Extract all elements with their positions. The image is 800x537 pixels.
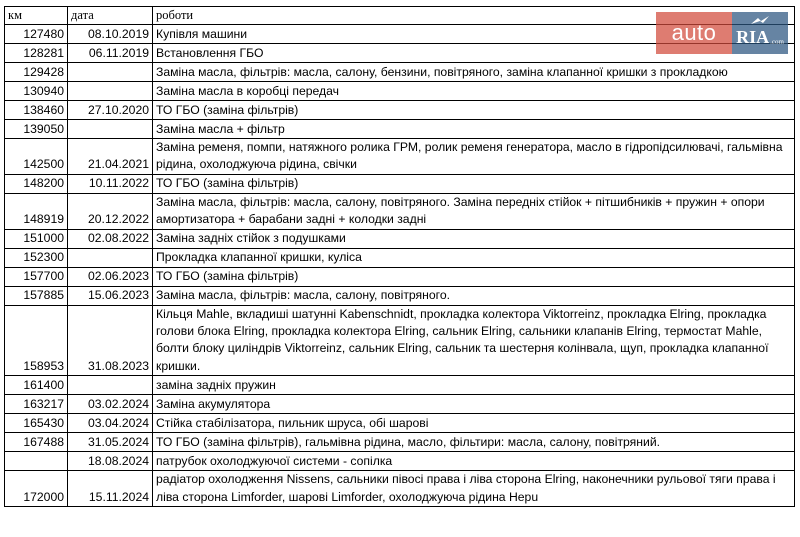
cell-date: 18.08.2024 <box>68 452 153 471</box>
cell-km: 138460 <box>5 101 68 120</box>
cell-work: ТО ГБО (заміна фільтрів) <box>153 267 795 286</box>
cell-km: 127480 <box>5 25 68 44</box>
table-header-row <box>5 7 795 25</box>
cell-work: патрубок охолоджуючої системи - сопілка <box>153 452 795 471</box>
cell-km: 157885 <box>5 286 68 305</box>
table-row <box>5 44 795 63</box>
header-date: дата <box>68 7 153 25</box>
cell-date <box>68 376 153 395</box>
cell-date <box>68 248 153 267</box>
cell-km: 142500 <box>5 139 68 175</box>
table-row <box>5 471 795 507</box>
table-row <box>5 82 795 101</box>
cell-km: 167488 <box>5 433 68 452</box>
cell-km: 130940 <box>5 82 68 101</box>
table-row <box>5 120 795 139</box>
cell-work: Заміна масла в коробці передач <box>153 82 795 101</box>
cell-km: 163217 <box>5 395 68 414</box>
cell-work: Купівля машини <box>153 25 795 44</box>
table-row <box>5 101 795 120</box>
cell-work: Заміна масла, фільтрів: масла, салону, бензини, повітряного, заміна клапанної кришки з прокладкою <box>153 63 795 82</box>
table-row <box>5 63 795 82</box>
header-work: роботи <box>153 7 795 25</box>
cell-km: 128281 <box>5 44 68 63</box>
cell-date: 20.12.2022 <box>68 193 153 229</box>
cell-work: Заміна ременя, помпи, натяжного ролика ГРМ, ролик ременя генератора, масло в гідропідсилювачі, гальмівна рідина, охолоджуюча рідина, свічки <box>153 139 795 175</box>
cell-date <box>68 82 153 101</box>
cell-date: 15.11.2024 <box>68 471 153 507</box>
cell-work: Прокладка клапанної кришки, куліса <box>153 248 795 267</box>
cell-km: 148200 <box>5 174 68 193</box>
watermark-com-text: .com <box>770 38 784 46</box>
cell-date: 06.11.2019 <box>68 44 153 63</box>
cell-date: 31.08.2023 <box>68 305 153 376</box>
cell-date: 08.10.2019 <box>68 25 153 44</box>
cell-work: Кільця Mahle, вкладиші шатунні Kabenschnidt, прокладка колектора Viktorreinz, прокладка Elring, прокладка голови блока Elring, прокладка колектора Elring, сальник Elring, сальники клапанів Elring, термостат Mahle, болти блоку циліндрів Viktorreinz, сальник Elring, сальник та шестерня колінвала, щуп, прокладка клапанної кришки. <box>153 305 795 376</box>
cell-km: 161400 <box>5 376 68 395</box>
table-row <box>5 174 795 193</box>
cell-work: ТО ГБО (заміна фільтрів), гальмівна рідина, масло, фільтири: масла, салону, повітряний. <box>153 433 795 452</box>
cell-km <box>5 452 68 471</box>
table-row <box>5 248 795 267</box>
table-row <box>5 267 795 286</box>
cell-date: 15.06.2023 <box>68 286 153 305</box>
table-row <box>5 229 795 248</box>
cell-date: 10.11.2022 <box>68 174 153 193</box>
table-row <box>5 395 795 414</box>
cell-km: 165430 <box>5 414 68 433</box>
cell-date: 27.10.2020 <box>68 101 153 120</box>
cell-km: 129428 <box>5 63 68 82</box>
table-row <box>5 452 795 471</box>
cell-work: заміна задніх пружин <box>153 376 795 395</box>
table-row <box>5 305 795 376</box>
cell-date: 03.04.2024 <box>68 414 153 433</box>
cell-work: Заміна масла + фільтр <box>153 120 795 139</box>
cell-work: Заміна масла, фільтрів: масла, салону, повітряного. Заміна передніх стійок + пітшибників + пружин + опори амортизатора + барабани задні + колодки задні <box>153 193 795 229</box>
table-row <box>5 139 795 175</box>
cell-km: 152300 <box>5 248 68 267</box>
watermark-auto-text: auto <box>656 12 732 54</box>
watermark-ria-text: RIA <box>736 27 770 47</box>
cell-date: 21.04.2021 <box>68 139 153 175</box>
cell-date: 02.06.2023 <box>68 267 153 286</box>
table-row <box>5 193 795 229</box>
cell-date <box>68 120 153 139</box>
cell-work: ТО ГБО (заміна фільтрів) <box>153 101 795 120</box>
table-row <box>5 414 795 433</box>
cell-work: радіатор охолодження Nissens, сальники півосі права і ліва сторона Elring, наконечники рульової тяги права і ліва сторона Limforder, шарові Limforder, охолоджуюча рідина Hepu <box>153 471 795 507</box>
cell-date: 31.05.2024 <box>68 433 153 452</box>
header-km: км <box>5 7 68 25</box>
cell-km: 151000 <box>5 229 68 248</box>
cell-date: 02.08.2022 <box>68 229 153 248</box>
table-row <box>5 25 795 44</box>
cell-km: 158953 <box>5 305 68 376</box>
cell-date: 03.02.2024 <box>68 395 153 414</box>
cell-work: ТО ГБО (заміна фільтрів) <box>153 174 795 193</box>
cell-work: Встановлення ГБО <box>153 44 795 63</box>
table-row <box>5 286 795 305</box>
table-row <box>5 376 795 395</box>
cell-km: 172000 <box>5 471 68 507</box>
cell-date <box>68 63 153 82</box>
cell-work: Стійка стабілізатора, пильник шруса, обі шарові <box>153 414 795 433</box>
table-row <box>5 433 795 452</box>
cell-km: 148919 <box>5 193 68 229</box>
cell-work: Заміна акумулятора <box>153 395 795 414</box>
cell-km: 157700 <box>5 267 68 286</box>
cell-work: Заміна задніх стійок з подушками <box>153 229 795 248</box>
cell-km: 139050 <box>5 120 68 139</box>
cell-work: Заміна масла, фільтрів: масла, салону, повітряного. <box>153 286 795 305</box>
maintenance-table <box>4 6 795 507</box>
